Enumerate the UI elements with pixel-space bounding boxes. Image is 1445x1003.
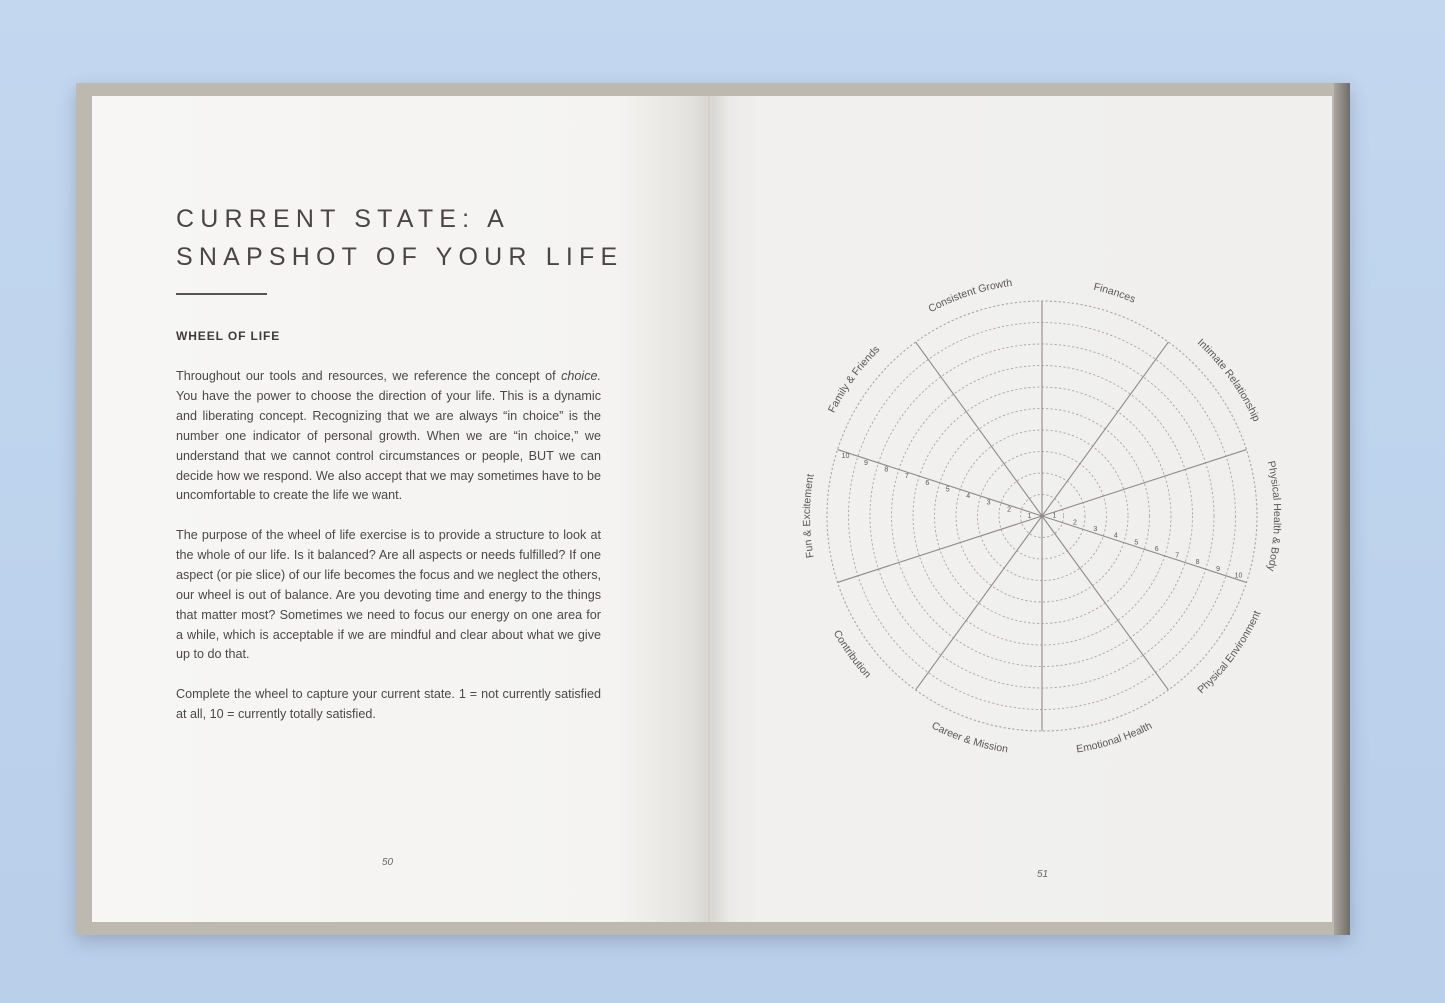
scale-label: 1 bbox=[1052, 512, 1057, 520]
scale-label: 3 bbox=[986, 499, 991, 507]
scale-label: 4 bbox=[966, 493, 971, 501]
scale-label: 6 bbox=[1154, 545, 1159, 553]
paragraph-1-start: Throughout our tools and resources, we reference the concept of bbox=[176, 369, 556, 383]
wheel-spoke bbox=[1042, 516, 1168, 690]
scale-label: 10 bbox=[1234, 572, 1243, 580]
scale-label: 3 bbox=[1093, 525, 1098, 533]
scale-label: 8 bbox=[1195, 559, 1200, 567]
paragraph-1 bbox=[176, 367, 601, 506]
wheel-spoke bbox=[916, 516, 1042, 690]
scale-label: 5 bbox=[1134, 539, 1139, 547]
wheel-category-label: Career & Mission bbox=[929, 719, 1009, 756]
wheel-spoke bbox=[838, 450, 1042, 516]
scale-label: 8 bbox=[884, 466, 889, 474]
scale-label: 9 bbox=[863, 459, 868, 467]
title-divider bbox=[176, 293, 267, 295]
scale-label: 2 bbox=[1007, 506, 1012, 514]
wheel-category-label: Fun & Excitement bbox=[800, 473, 817, 559]
wheel-of-life bbox=[792, 266, 1292, 766]
left-page bbox=[92, 96, 710, 922]
scale-label: 5 bbox=[945, 486, 950, 494]
scale-label: 7 bbox=[1175, 552, 1180, 560]
wheel-category-label: Contribution bbox=[830, 628, 874, 681]
paragraph-3: Complete the wheel to capture your current state. 1 = not currently satisfied at all, 10 = currently totally satisfied. bbox=[176, 687, 601, 721]
page-number-right: 51 bbox=[1037, 869, 1049, 880]
wheel-category-label: Finances bbox=[1092, 280, 1138, 306]
wheel-category-label: Family & Friends bbox=[825, 343, 883, 415]
page-number-left: 50 bbox=[382, 857, 394, 868]
wheel-category-label: Emotional Health bbox=[1075, 719, 1155, 756]
paragraph-2: The purpose of the wheel of life exercise is to provide a structure to look at the whole of our life. Is it balanced? Are all aspects or needs fulfilled? If one aspect (or pie slice) of our life becomes the focus and we neglect the others, our wheel is out of balance. Are you devoting time and energy to the things that matter most? Sometimes we need to focus our energy on one area for a while, which is acceptable if we are mindful and clear about what we give up to do that. bbox=[176, 528, 601, 662]
scale-label: 4 bbox=[1113, 532, 1118, 540]
wheel-spoke bbox=[1042, 342, 1168, 516]
scale-label: 9 bbox=[1216, 565, 1221, 573]
paragraph-1-italic: choice. bbox=[561, 369, 602, 383]
wheel-category-label: Intimate Relationship bbox=[1194, 336, 1263, 424]
section-heading: WHEEL OF LIFE bbox=[176, 329, 281, 343]
wheel-spoke bbox=[916, 342, 1042, 516]
scale-label: 1 bbox=[1027, 512, 1032, 520]
wheel-category-label: Consistent Growth bbox=[926, 276, 1013, 316]
page-title-line2: SNAPSHOT OF YOUR LIFE bbox=[176, 243, 624, 271]
right-page bbox=[712, 96, 1332, 922]
page-title-line1: CURRENT STATE: A bbox=[176, 205, 510, 233]
scale-label: 2 bbox=[1072, 519, 1077, 527]
book-cover-edge bbox=[1334, 83, 1350, 935]
scale-label: 10 bbox=[841, 453, 850, 461]
scale-label: 7 bbox=[904, 473, 909, 481]
page-title bbox=[176, 200, 676, 276]
paragraph-1-end: You have the power to choose the direction of your life. This is a dynamic and liberating concept. Recognizing that we are always “in choice” is the number one indicator of personal growth. When we are “in choice,” we understand that we cannot control circumstances or people, BUT we can decide how we respond. We also accept that we may sometimes have to be uncomfortable to create the life we want. bbox=[176, 388, 601, 503]
scale-label: 6 bbox=[925, 479, 930, 487]
wheel-category-label: Physical Environment bbox=[1195, 609, 1264, 697]
wheel-category-label: Physical Health & Body bbox=[1264, 459, 1284, 573]
